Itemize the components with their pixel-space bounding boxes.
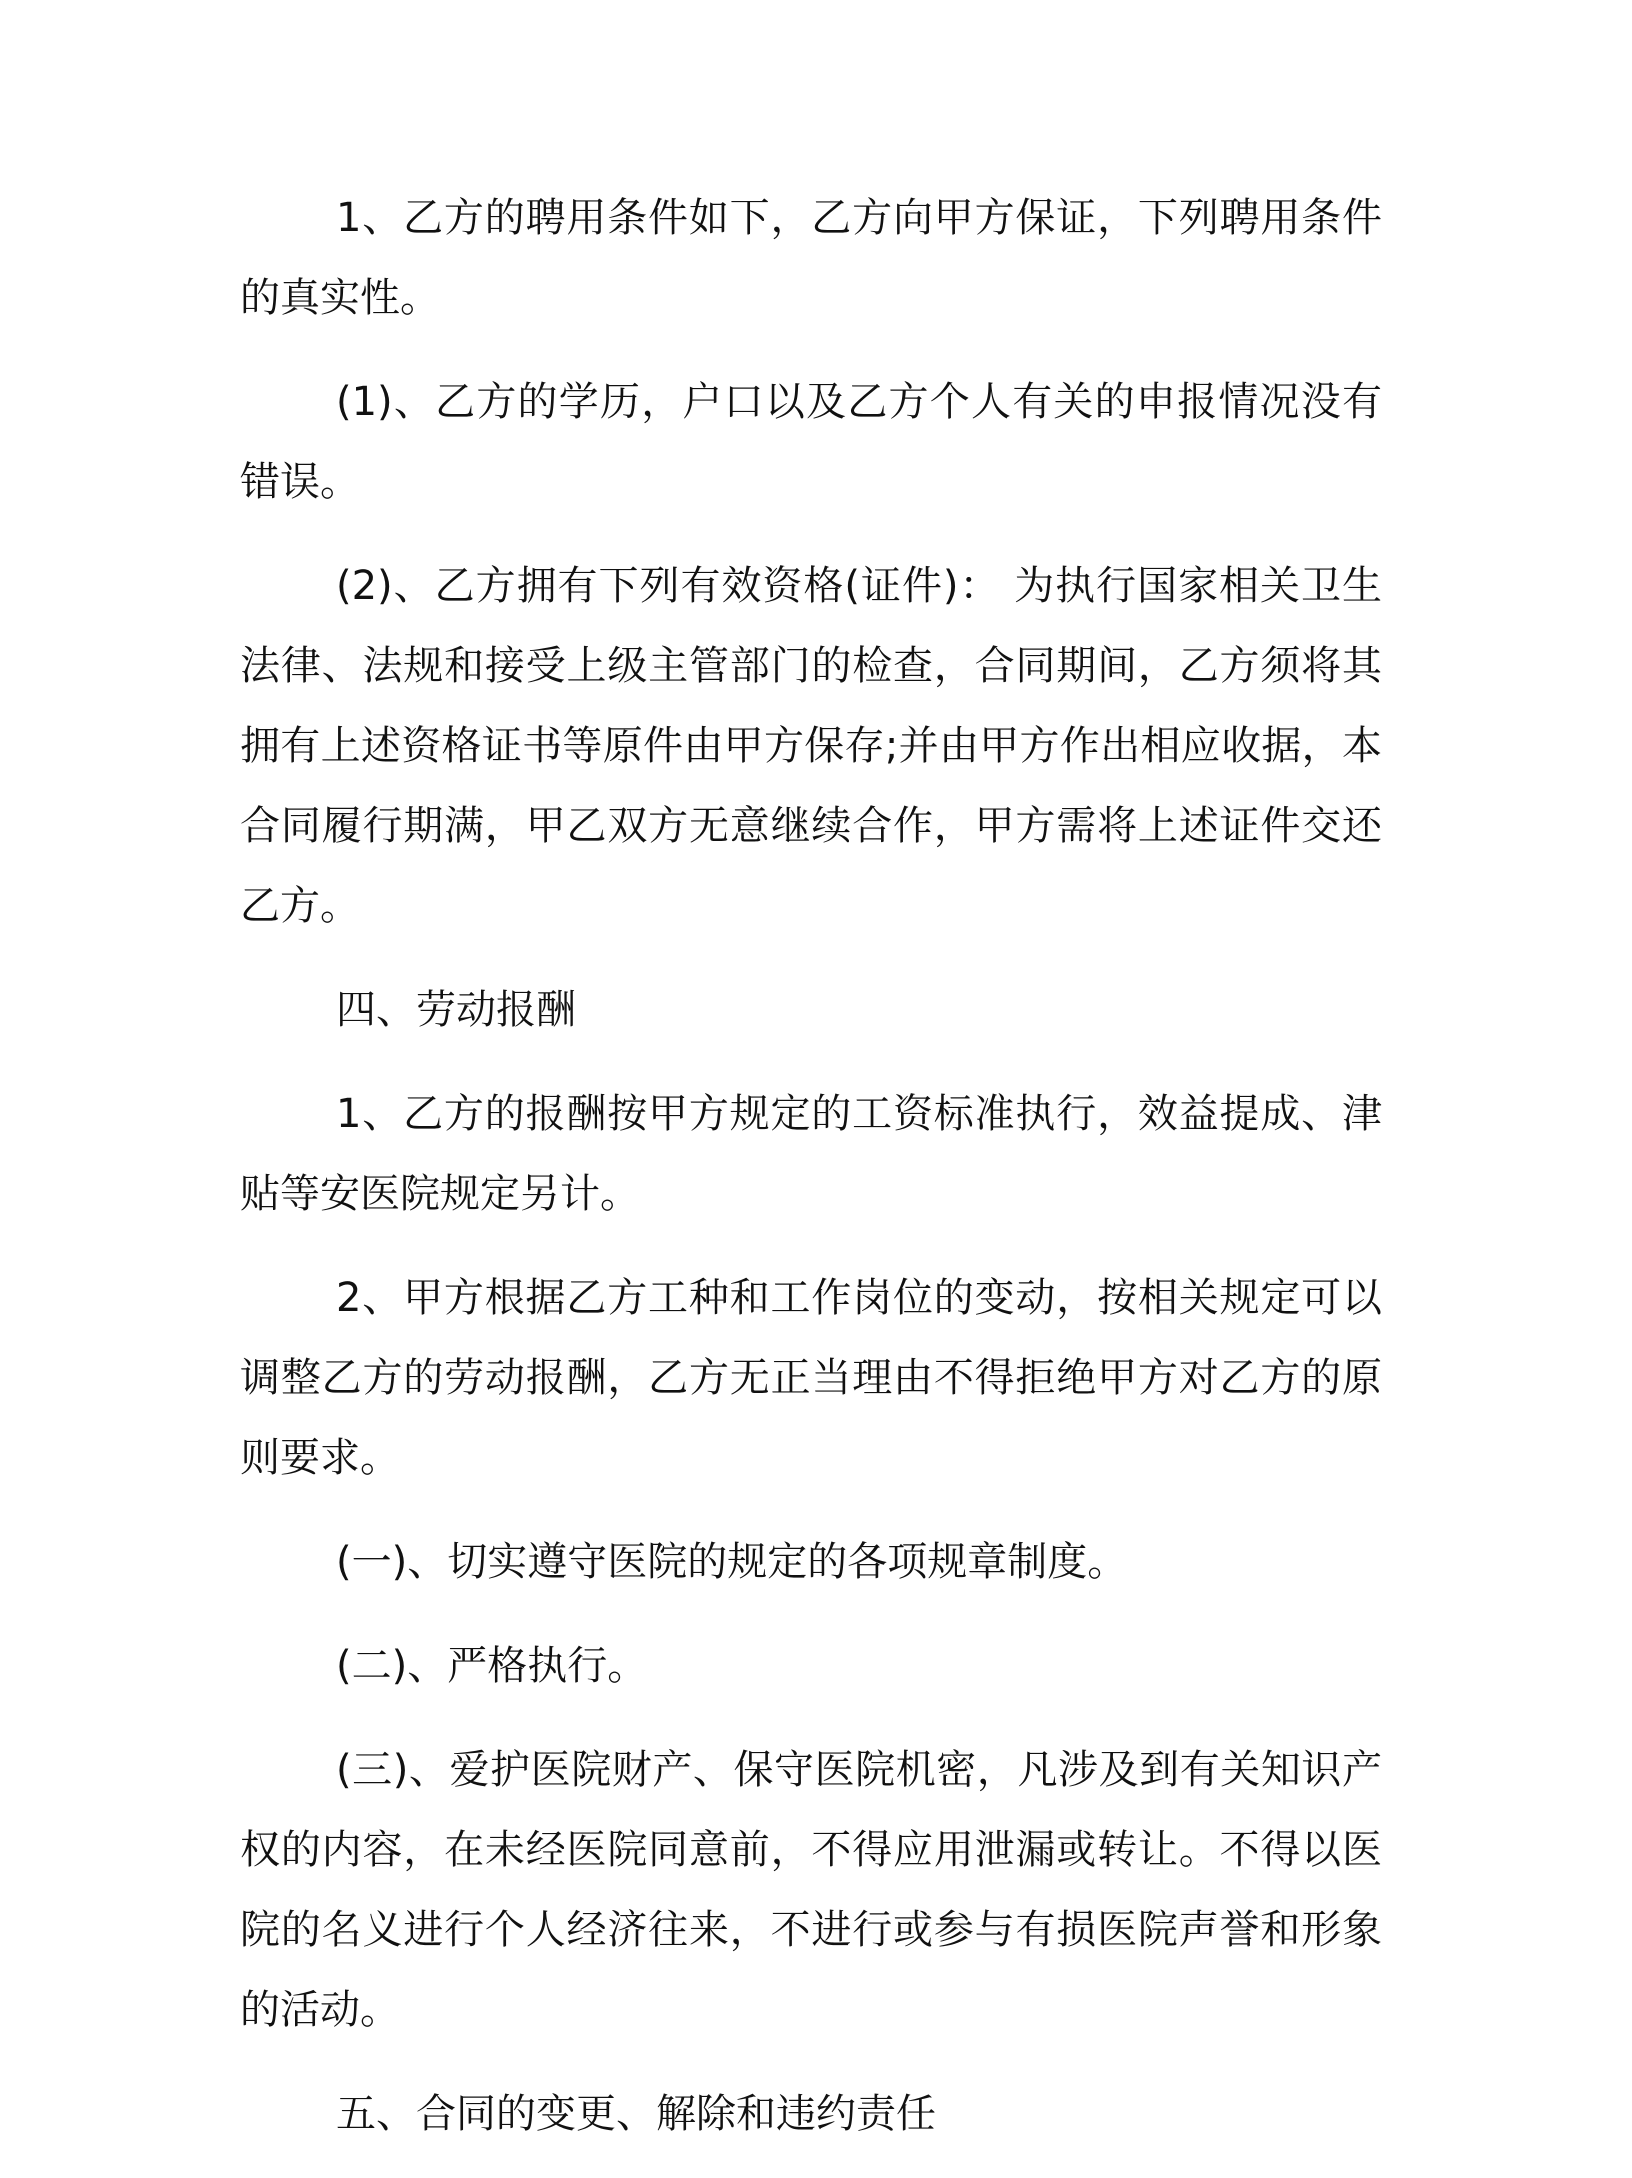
paragraph-salary-adjustment: 2、甲方根据乙方工种和工作岗位的变动，按相关规定可以调整乙方的劳动报酬，乙方无正当理由不得拒绝甲方对乙方的原则要求。 [240,1275,1382,1481]
paragraph-salary-standard: 1、乙方的报酬按甲方规定的工资标准执行，效益提成、津贴等安医院规定另计。 [240,1091,1382,1217]
section-heading-contract-changes: 五、合同的变更、解除和违约责任 [336,2091,936,2137]
paragraph-education-household: (1)、乙方的学历，户口以及乙方个人有关的申报情况没有错误。 [240,379,1382,505]
document-body [240,178,1382,2178]
paragraph-strict-execution: (二)、严格执行。 [336,1643,648,1689]
paragraph-qualifications: (2)、乙方拥有下列有效资格(证件)： 为执行国家相关卫生法律、法规和接受上级主管部门的检查，合同期间，乙方须将其拥有上述资格证书等原件由甲方保存;并由甲方作出相应收据，本合同履行期满，甲乙双方无意继续合作，甲方需将上述证件交还乙方。 [240,563,1382,929]
paragraph-property-confidentiality: (三)、爱护医院财产、保守医院机密，凡涉及到有关知识产权的内容，在未经医院同意前，不得应用泄漏或转让。不得以医院的名义进行个人经济往来，不进行或参与有损医院声誉和形象的活动。 [240,1747,1382,2033]
paragraph-recruitment-conditions: 1、乙方的聘用条件如下，乙方向甲方保证，下列聘用条件的真实性。 [240,195,1382,321]
section-heading-remuneration: 四、劳动报酬 [336,987,576,1033]
paragraph-rules-compliance: (一)、切实遵守医院的规定的各项规章制度。 [336,1539,1128,1585]
